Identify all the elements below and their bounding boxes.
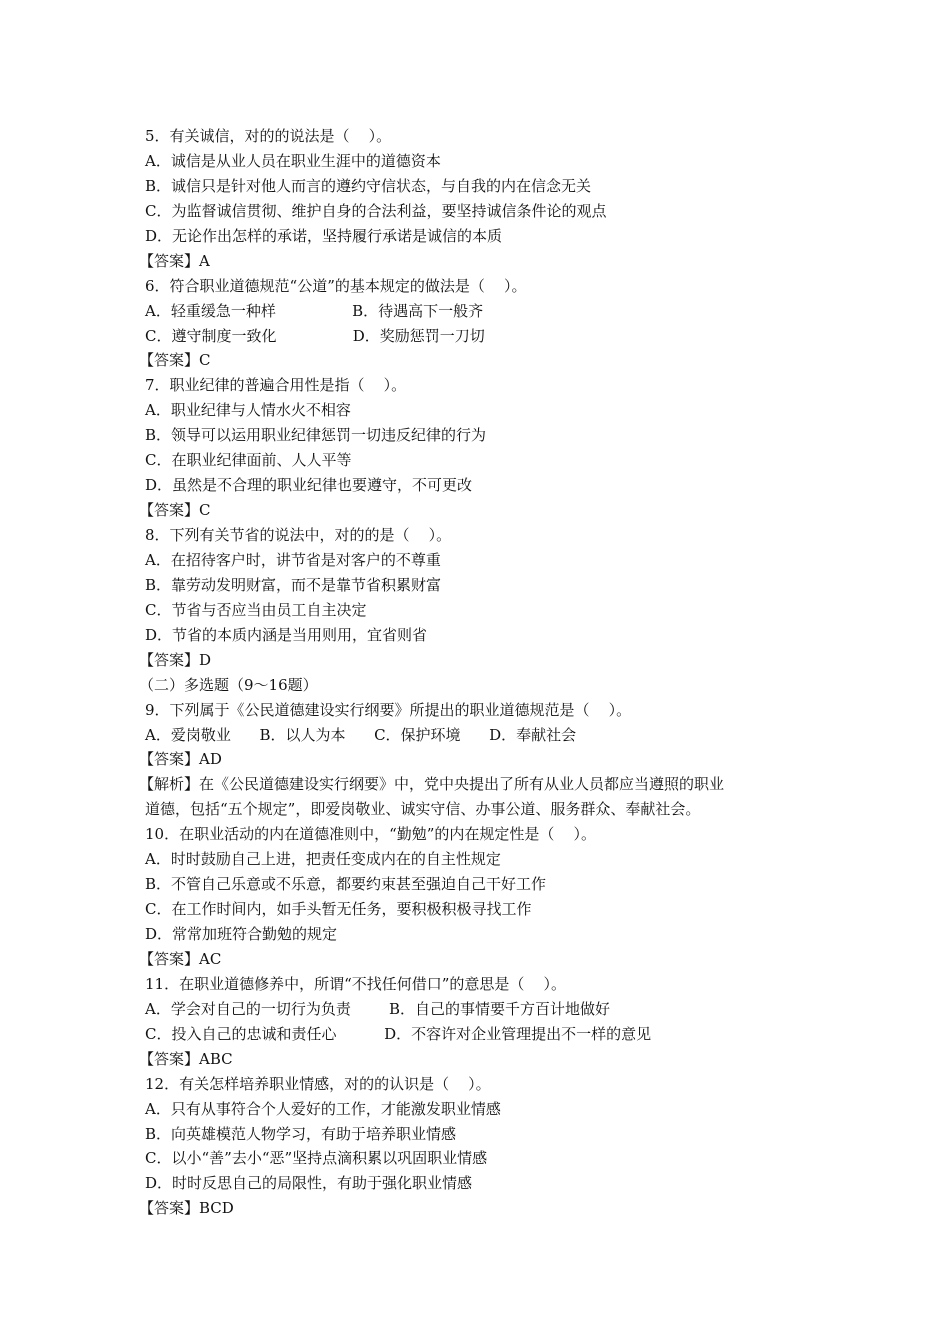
- answer-12: 【答案】BCD: [139, 1199, 234, 1218]
- option-10b: B．不管自己乐意或不乐意，都要约束甚至强迫自己干好工作: [145, 875, 547, 894]
- option-10c: C．在工作时间内，如手头暂无任务，要积极积极寻找工作: [145, 900, 532, 919]
- question-11: 11．在职业道德修养中，所谓“不找任何借口”的意思是（ ）。: [145, 974, 566, 993]
- explanation-9-line-2: 道德，包括“五个规定”，即爱岗敬业、诚实守信、办事公道、服务群众、奉献社会。: [145, 800, 701, 819]
- option-8c: C．节省与否应当由员工自主决定: [145, 600, 367, 619]
- option-7d: D．虽然是不合理的职业纪律也要遵守，不可更改: [145, 476, 473, 495]
- question-9: 9．下列属于《公民道德建设实行纲要》所提出的职业道德规范是（ ）。: [145, 700, 632, 719]
- option-12a: A．只有从事符合个人爱好的工作，才能激发职业情感: [145, 1099, 501, 1118]
- options-6cd: C．遵守制度一致化 D．奖励惩罚一刀切: [145, 326, 485, 345]
- option-8b: B．靠劳动发明财富，而不是靠节省积累财富: [145, 575, 442, 594]
- option-12d: D．时时反思自己的局限性，有助于强化职业情感: [145, 1174, 473, 1193]
- options-9: A．爱岗敬业 B．以人为本 C．保护环境 D．奉献社会: [145, 725, 577, 744]
- option-7a: A．职业纪律与人情水火不相容: [145, 401, 351, 420]
- question-12: 12．有关怎样培养职业情感，对的的认识是（ ）。: [145, 1074, 491, 1093]
- answer-6: 【答案】C: [139, 351, 211, 370]
- options-6ab: A．轻重缓急一种样 B．待遇高下一般齐: [145, 301, 484, 320]
- option-7c: C．在职业纪律面前、人人平等: [145, 451, 352, 470]
- option-10a: A．时时鼓励自己上进，把责任变成内在的自主性规定: [145, 850, 501, 869]
- option-10d: D．常常加班符合勤勉的规定: [145, 925, 338, 943]
- option-5d: D．无论作出怎样的承诺，坚持履行承诺是诚信的本质: [145, 226, 503, 245]
- option-5c: C．为监督诚信贯彻、维护自身的合法利益，要坚持诚信条件论的观点: [145, 201, 607, 220]
- answer-8: 【答案】D: [139, 650, 212, 669]
- section-heading-multiple-choice: （二）多选题（9～16题）: [139, 675, 318, 694]
- option-12c: C．以小“善”去小“恶”坚持点滴积累以巩固职业情感: [145, 1149, 488, 1168]
- question-7: 7．职业纪律的普遍合用性是指（ ）。: [145, 376, 407, 395]
- question-8: 8．下列有关节省的说法中，对的的是（ ）。: [145, 526, 452, 544]
- option-5b: B．诚信只是针对他人而言的遵约守信状态，与自我的内在信念无关: [145, 176, 592, 195]
- answer-11: 【答案】ABC: [139, 1049, 233, 1068]
- answer-10: 【答案】AC: [139, 949, 222, 968]
- option-8d: D．节省的本质内涵是当用则用，宜省则省: [145, 625, 428, 644]
- options-11cd: C．投入自己的忠诚和责任心 D．不容许对企业管理提出不一样的意见: [145, 1024, 652, 1043]
- question-6: 6．符合职业道德规范“公道”的基本规定的做法是（ ）。: [145, 276, 527, 295]
- answer-7: 【答案】C: [139, 501, 211, 520]
- question-list: [139, 124, 825, 1221]
- options-11ab: A．学会对自己的一切行为负责 B．自己的事情要千方百计地做好: [145, 999, 611, 1018]
- explanation-9-line-1: 【解析】在《公民道德建设实行纲要》中，党中央提出了所有从业人员都应当遵照的职业: [139, 775, 725, 794]
- option-7b: B．领导可以运用职业纪律惩罚一切违反纪律的行为: [145, 426, 487, 445]
- question-5: 5．有关诚信，对的的说法是（ ）。: [145, 127, 392, 145]
- option-12b: B．向英雄模范人物学习，有助于培养职业情感: [145, 1124, 457, 1143]
- answer-5: 【答案】A: [139, 251, 210, 270]
- option-8a: A．在招待客户时，讲节省是对客户的不尊重: [145, 550, 441, 569]
- question-10: 10．在职业活动的内在道德准则中，“勤勉”的内在规定性是（ ）。: [145, 825, 596, 844]
- option-5a: A．诚信是从业人员在职业生涯中的道德资本: [145, 151, 441, 170]
- answer-9: 【答案】AD: [139, 750, 222, 769]
